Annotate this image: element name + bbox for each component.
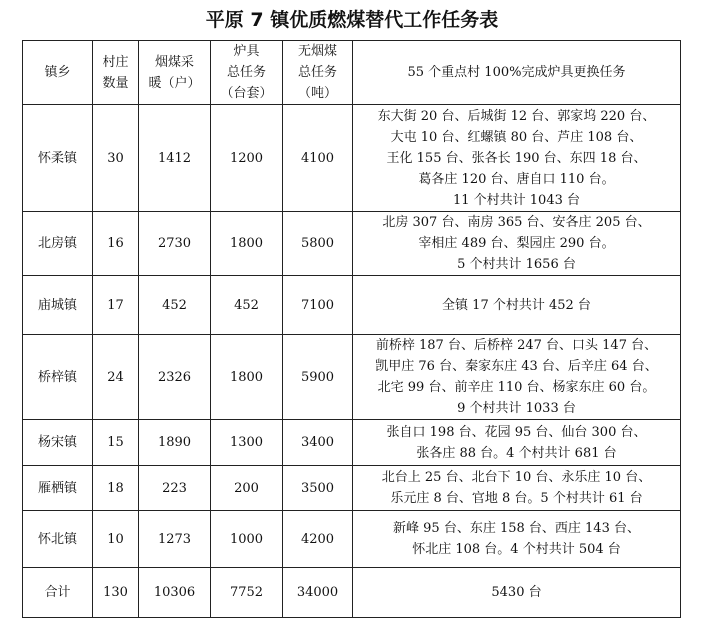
table-row	[23, 511, 681, 568]
cell-coal: 34000	[283, 568, 353, 618]
cell-villages: 10	[93, 511, 139, 568]
table-row	[23, 105, 681, 212]
cell-villages: 17	[93, 276, 139, 335]
cell-stoves: 7752	[211, 568, 283, 618]
table-row	[23, 276, 681, 335]
cell-town: 怀柔镇	[23, 105, 93, 212]
cell-detail: 全镇 17 个村共计 452 台	[353, 276, 681, 335]
cell-households: 1412	[139, 105, 211, 212]
cell-coal: 3400	[283, 420, 353, 466]
cell-town: 桥梓镇	[23, 335, 93, 420]
header-row	[23, 41, 681, 105]
cell-town: 北房镇	[23, 212, 93, 276]
cell-villages: 30	[93, 105, 139, 212]
cell-coal: 7100	[283, 276, 353, 335]
cell-stoves: 1800	[211, 212, 283, 276]
cell-stoves: 452	[211, 276, 283, 335]
cell-households: 1890	[139, 420, 211, 466]
header-villages: 村庄 数量	[93, 41, 139, 105]
cell-coal: 3500	[283, 466, 353, 511]
header-detail: 55 个重点村 100%完成炉具更换任务	[353, 41, 681, 105]
cell-detail: 5430 台	[353, 568, 681, 618]
page-title: 平原 7 镇优质燃煤替代工作任务表	[205, 9, 499, 31]
cell-town: 雁栖镇	[23, 466, 93, 511]
cell-coal: 4200	[283, 511, 353, 568]
cell-villages: 130	[93, 568, 139, 618]
cell-villages: 15	[93, 420, 139, 466]
cell-detail: 北房 307 台、南房 365 台、安各庄 205 台、 宰相庄 489 台、梨园庄 290 台。 5 个村共计 1656 台	[353, 212, 681, 276]
cell-town: 杨宋镇	[23, 420, 93, 466]
cell-households: 2730	[139, 212, 211, 276]
cell-households: 1273	[139, 511, 211, 568]
cell-detail: 前桥梓 187 台、后桥梓 247 台、口头 147 台、 凯甲庄 76 台、秦家东庄 43 台、后辛庄 64 台、 北宅 99 台、前辛庄 110 台、杨家东庄 60 台。 9 个村共计 1033 台	[353, 335, 681, 420]
cell-households: 223	[139, 466, 211, 511]
cell-villages: 16	[93, 212, 139, 276]
header-coal: 无烟煤 总任务 （吨）	[283, 41, 353, 105]
table-row	[23, 212, 681, 276]
cell-stoves: 1800	[211, 335, 283, 420]
cell-households: 2326	[139, 335, 211, 420]
total-row	[23, 568, 681, 618]
header-households: 烟煤采 暖（户）	[139, 41, 211, 105]
cell-town: 合计	[23, 568, 93, 618]
cell-town: 怀北镇	[23, 511, 93, 568]
header-town: 镇乡	[23, 41, 93, 105]
cell-detail: 张自口 198 台、花园 95 台、仙台 300 台、 张各庄 88 台。4 个村共计 681 台	[353, 420, 681, 466]
cell-households: 10306	[139, 568, 211, 618]
cell-stoves: 1000	[211, 511, 283, 568]
cell-detail: 东大街 20 台、后城街 12 台、郭家坞 220 台、 大屯 10 台、红螺镇 80 台、芦庄 108 台、 王化 155 台、张各长 190 台、东四 18 台、 葛各庄 120 台、唐自口 110 台。 11 个村共计 1043 台	[353, 105, 681, 212]
cell-coal: 4100	[283, 105, 353, 212]
task-table	[22, 40, 681, 618]
cell-town: 庙城镇	[23, 276, 93, 335]
cell-stoves: 1300	[211, 420, 283, 466]
header-stoves: 炉具 总任务 （台套）	[211, 41, 283, 105]
cell-stoves: 1200	[211, 105, 283, 212]
cell-coal: 5900	[283, 335, 353, 420]
table-row	[23, 420, 681, 466]
cell-detail: 新峰 95 台、东庄 158 台、西庄 143 台、 怀北庄 108 台。4 个村共计 504 台	[353, 511, 681, 568]
cell-stoves: 200	[211, 466, 283, 511]
cell-coal: 5800	[283, 212, 353, 276]
cell-detail: 北台上 25 台、北台下 10 台、永乐庄 10 台、 乐元庄 8 台、官地 8 台。5 个村共计 61 台	[353, 466, 681, 511]
cell-households: 452	[139, 276, 211, 335]
table-row	[23, 466, 681, 511]
cell-villages: 24	[93, 335, 139, 420]
table-row	[23, 335, 681, 420]
cell-villages: 18	[93, 466, 139, 511]
